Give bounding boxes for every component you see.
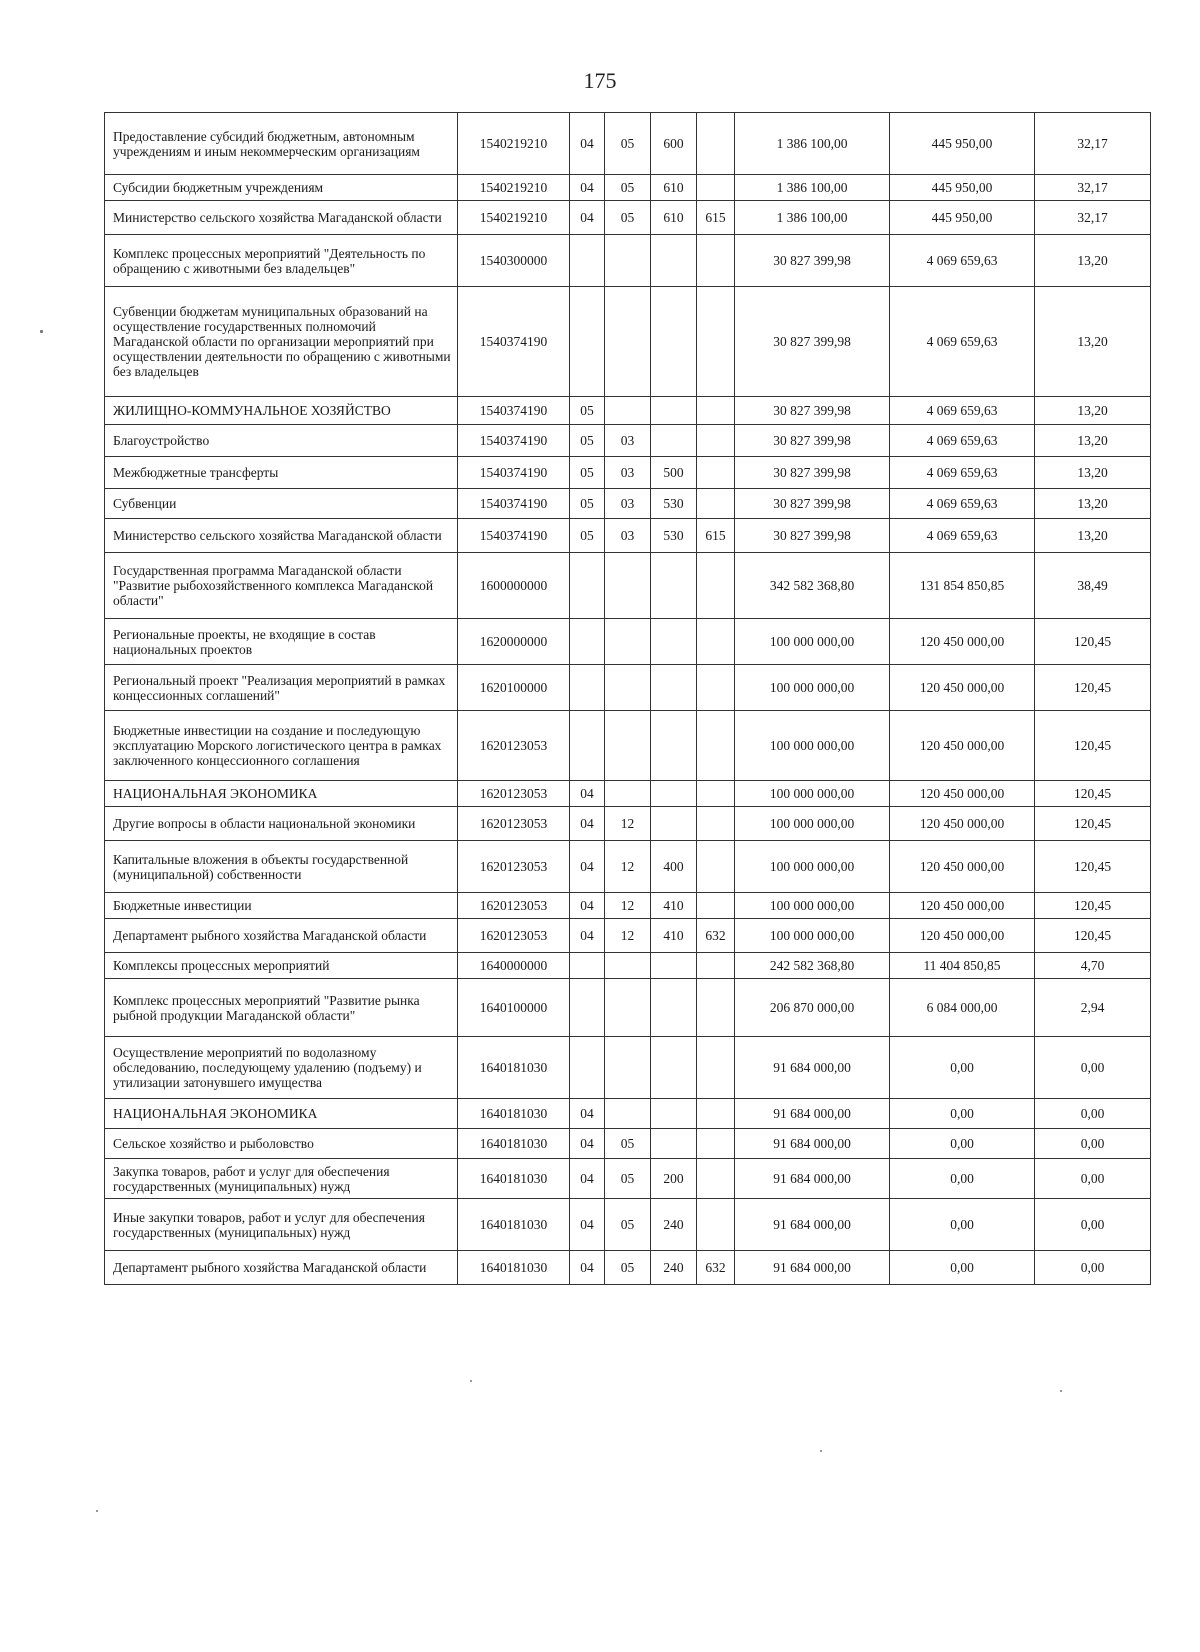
department-code-cell	[697, 711, 735, 781]
section-cell: 05	[570, 397, 605, 425]
department-code-cell	[697, 1159, 735, 1199]
target-code-cell: 1620123053	[458, 711, 570, 781]
planned-amount-cell: 30 827 399,98	[735, 235, 890, 287]
target-code-cell: 1640181030	[458, 1251, 570, 1285]
section-cell: 04	[570, 1099, 605, 1129]
row-name-cell: НАЦИОНАЛЬНАЯ ЭКОНОМИКА	[105, 781, 458, 807]
expense-type-cell	[651, 711, 697, 781]
expense-type-cell: 200	[651, 1159, 697, 1199]
planned-amount-cell: 30 827 399,98	[735, 519, 890, 553]
planned-amount-cell: 30 827 399,98	[735, 425, 890, 457]
executed-amount-cell: 4 069 659,63	[890, 457, 1035, 489]
department-code-cell	[697, 1037, 735, 1099]
table-row	[105, 1159, 1151, 1199]
department-code-cell: 632	[697, 1251, 735, 1285]
planned-amount-cell: 100 000 000,00	[735, 893, 890, 919]
planned-amount-cell: 1 386 100,00	[735, 201, 890, 235]
table-row	[105, 953, 1151, 979]
subsection-cell: 03	[605, 519, 651, 553]
target-code-cell: 1540374190	[458, 287, 570, 397]
target-code-cell: 1540374190	[458, 489, 570, 519]
department-code-cell: 615	[697, 201, 735, 235]
planned-amount-cell: 30 827 399,98	[735, 287, 890, 397]
executed-amount-cell: 445 950,00	[890, 175, 1035, 201]
table-row	[105, 175, 1151, 201]
department-code-cell	[697, 113, 735, 175]
target-code-cell: 1540219210	[458, 175, 570, 201]
subsection-cell: 05	[605, 113, 651, 175]
expense-type-cell	[651, 665, 697, 711]
table-row	[105, 1129, 1151, 1159]
target-code-cell: 1620123053	[458, 919, 570, 953]
department-code-cell	[697, 619, 735, 665]
section-cell: 04	[570, 841, 605, 893]
section-cell	[570, 665, 605, 711]
executed-amount-cell: 120 450 000,00	[890, 893, 1035, 919]
section-cell: 04	[570, 1251, 605, 1285]
row-name-cell: Департамент рыбного хозяйства Магаданской области	[105, 919, 458, 953]
section-cell: 04	[570, 201, 605, 235]
department-code-cell	[697, 781, 735, 807]
executed-amount-cell: 120 450 000,00	[890, 619, 1035, 665]
scan-speck	[40, 330, 43, 333]
department-code-cell	[697, 425, 735, 457]
executed-amount-cell: 0,00	[890, 1199, 1035, 1251]
table-row	[105, 979, 1151, 1037]
execution-percent-cell: 0,00	[1035, 1251, 1151, 1285]
execution-percent-cell: 2,94	[1035, 979, 1151, 1037]
table-row	[105, 457, 1151, 489]
target-code-cell: 1540219210	[458, 201, 570, 235]
planned-amount-cell: 91 684 000,00	[735, 1037, 890, 1099]
expense-type-cell	[651, 807, 697, 841]
executed-amount-cell: 6 084 000,00	[890, 979, 1035, 1037]
execution-percent-cell: 32,17	[1035, 113, 1151, 175]
executed-amount-cell: 4 069 659,63	[890, 519, 1035, 553]
execution-percent-cell: 32,17	[1035, 175, 1151, 201]
section-cell: 04	[570, 1129, 605, 1159]
execution-percent-cell: 120,45	[1035, 919, 1151, 953]
page-number: 175	[583, 68, 617, 93]
planned-amount-cell: 100 000 000,00	[735, 919, 890, 953]
execution-percent-cell: 0,00	[1035, 1199, 1151, 1251]
section-cell: 04	[570, 807, 605, 841]
row-name-cell: Закупка товаров, работ и услуг для обеспечения государственных (муниципальных) нужд	[105, 1159, 458, 1199]
subsection-cell: 05	[605, 1159, 651, 1199]
subsection-cell: 12	[605, 893, 651, 919]
subsection-cell	[605, 1037, 651, 1099]
row-name-cell: Субвенции	[105, 489, 458, 519]
section-cell	[570, 619, 605, 665]
table-row	[105, 841, 1151, 893]
target-code-cell: 1620000000	[458, 619, 570, 665]
executed-amount-cell: 131 854 850,85	[890, 553, 1035, 619]
target-code-cell: 1600000000	[458, 553, 570, 619]
department-code-cell	[697, 1129, 735, 1159]
execution-percent-cell: 120,45	[1035, 711, 1151, 781]
section-cell: 04	[570, 175, 605, 201]
planned-amount-cell: 91 684 000,00	[735, 1251, 890, 1285]
target-code-cell: 1540374190	[458, 519, 570, 553]
target-code-cell: 1540219210	[458, 113, 570, 175]
table-row	[105, 1037, 1151, 1099]
expense-type-cell	[651, 781, 697, 807]
target-code-cell: 1540300000	[458, 235, 570, 287]
row-name-cell: Региональные проекты, не входящие в состав национальных проектов	[105, 619, 458, 665]
execution-percent-cell: 0,00	[1035, 1129, 1151, 1159]
department-code-cell	[697, 665, 735, 711]
target-code-cell: 1620100000	[458, 665, 570, 711]
section-cell	[570, 953, 605, 979]
budget-execution-table	[104, 112, 1151, 1285]
row-name-cell: Бюджетные инвестиции	[105, 893, 458, 919]
department-code-cell	[697, 807, 735, 841]
row-name-cell: Министерство сельского хозяйства Магаданской области	[105, 201, 458, 235]
section-cell: 04	[570, 1199, 605, 1251]
target-code-cell: 1640181030	[458, 1199, 570, 1251]
subsection-cell: 12	[605, 807, 651, 841]
scan-speck	[820, 1450, 822, 1452]
target-code-cell: 1540374190	[458, 457, 570, 489]
executed-amount-cell: 445 950,00	[890, 113, 1035, 175]
row-name-cell: ЖИЛИЩНО-КОММУНАЛЬНОЕ ХОЗЯЙСТВО	[105, 397, 458, 425]
execution-percent-cell: 120,45	[1035, 807, 1151, 841]
planned-amount-cell: 91 684 000,00	[735, 1159, 890, 1199]
table-row	[105, 553, 1151, 619]
subsection-cell: 12	[605, 919, 651, 953]
expense-type-cell	[651, 425, 697, 457]
table-row	[105, 781, 1151, 807]
scan-speck	[96, 1510, 98, 1512]
row-name-cell: НАЦИОНАЛЬНАЯ ЭКОНОМИКА	[105, 1099, 458, 1129]
target-code-cell: 1640100000	[458, 979, 570, 1037]
row-name-cell: Департамент рыбного хозяйства Магаданской области	[105, 1251, 458, 1285]
planned-amount-cell: 100 000 000,00	[735, 807, 890, 841]
execution-percent-cell: 13,20	[1035, 235, 1151, 287]
execution-percent-cell: 0,00	[1035, 1159, 1151, 1199]
expense-type-cell: 530	[651, 519, 697, 553]
subsection-cell	[605, 979, 651, 1037]
executed-amount-cell: 120 450 000,00	[890, 665, 1035, 711]
table-row	[105, 893, 1151, 919]
department-code-cell	[697, 397, 735, 425]
executed-amount-cell: 120 450 000,00	[890, 919, 1035, 953]
scan-speck	[1060, 1390, 1062, 1392]
execution-percent-cell: 120,45	[1035, 781, 1151, 807]
department-code-cell	[697, 953, 735, 979]
execution-percent-cell: 38,49	[1035, 553, 1151, 619]
subsection-cell: 05	[605, 201, 651, 235]
executed-amount-cell: 0,00	[890, 1251, 1035, 1285]
section-cell: 04	[570, 893, 605, 919]
section-cell	[570, 711, 605, 781]
target-code-cell: 1640181030	[458, 1037, 570, 1099]
subsection-cell	[605, 1099, 651, 1129]
table-row	[105, 235, 1151, 287]
execution-percent-cell: 120,45	[1035, 665, 1151, 711]
subsection-cell: 05	[605, 1251, 651, 1285]
subsection-cell: 05	[605, 1199, 651, 1251]
expense-type-cell: 240	[651, 1199, 697, 1251]
execution-percent-cell: 0,00	[1035, 1099, 1151, 1129]
planned-amount-cell: 91 684 000,00	[735, 1199, 890, 1251]
subsection-cell: 03	[605, 489, 651, 519]
expense-type-cell	[651, 287, 697, 397]
department-code-cell	[697, 553, 735, 619]
expense-type-cell	[651, 1129, 697, 1159]
target-code-cell: 1540374190	[458, 425, 570, 457]
target-code-cell: 1620123053	[458, 807, 570, 841]
executed-amount-cell: 0,00	[890, 1037, 1035, 1099]
department-code-cell	[697, 235, 735, 287]
table-body	[105, 113, 1151, 1285]
subsection-cell: 03	[605, 457, 651, 489]
row-name-cell: Комплексы процессных мероприятий	[105, 953, 458, 979]
row-name-cell: Благоустройство	[105, 425, 458, 457]
table-row	[105, 113, 1151, 175]
section-cell	[570, 287, 605, 397]
section-cell	[570, 1037, 605, 1099]
section-cell: 05	[570, 489, 605, 519]
execution-percent-cell: 13,20	[1035, 425, 1151, 457]
table-row	[105, 397, 1151, 425]
planned-amount-cell: 100 000 000,00	[735, 781, 890, 807]
table-row	[105, 201, 1151, 235]
planned-amount-cell: 1 386 100,00	[735, 113, 890, 175]
section-cell: 05	[570, 425, 605, 457]
table-row	[105, 1199, 1151, 1251]
table-row	[105, 425, 1151, 457]
table-row	[105, 489, 1151, 519]
planned-amount-cell: 30 827 399,98	[735, 457, 890, 489]
subsection-cell	[605, 287, 651, 397]
subsection-cell	[605, 235, 651, 287]
row-name-cell: Комплекс процессных мероприятий "Деятельность по обращению с животными без владельцев"	[105, 235, 458, 287]
section-cell: 04	[570, 781, 605, 807]
planned-amount-cell: 1 386 100,00	[735, 175, 890, 201]
row-name-cell: Сельское хозяйство и рыболовство	[105, 1129, 458, 1159]
row-name-cell: Осуществление мероприятий по водолазному обследованию, последующему удалению (подъему) и утилизации затонувшего имущества	[105, 1037, 458, 1099]
expense-type-cell	[651, 1099, 697, 1129]
planned-amount-cell: 100 000 000,00	[735, 841, 890, 893]
expense-type-cell	[651, 235, 697, 287]
execution-percent-cell: 4,70	[1035, 953, 1151, 979]
expense-type-cell	[651, 1037, 697, 1099]
target-code-cell: 1540374190	[458, 397, 570, 425]
scan-speck	[470, 1380, 472, 1382]
executed-amount-cell: 0,00	[890, 1159, 1035, 1199]
expense-type-cell: 530	[651, 489, 697, 519]
subsection-cell: 05	[605, 175, 651, 201]
expense-type-cell	[651, 397, 697, 425]
section-cell: 04	[570, 1159, 605, 1199]
department-code-cell	[697, 1099, 735, 1129]
table-row	[105, 1251, 1151, 1285]
execution-percent-cell: 120,45	[1035, 841, 1151, 893]
department-code-cell	[697, 489, 735, 519]
row-name-cell: Государственная программа Магаданской области "Развитие рыбохозяйственного комплекса Магаданской области"	[105, 553, 458, 619]
expense-type-cell: 500	[651, 457, 697, 489]
table-row	[105, 711, 1151, 781]
expense-type-cell	[651, 553, 697, 619]
execution-percent-cell: 120,45	[1035, 893, 1151, 919]
executed-amount-cell: 4 069 659,63	[890, 235, 1035, 287]
table-row	[105, 1099, 1151, 1129]
expense-type-cell	[651, 953, 697, 979]
planned-amount-cell: 100 000 000,00	[735, 665, 890, 711]
execution-percent-cell: 13,20	[1035, 489, 1151, 519]
executed-amount-cell: 4 069 659,63	[890, 425, 1035, 457]
planned-amount-cell: 342 582 368,80	[735, 553, 890, 619]
row-name-cell: Министерство сельского хозяйства Магаданской области	[105, 519, 458, 553]
department-code-cell	[697, 841, 735, 893]
planned-amount-cell: 30 827 399,98	[735, 397, 890, 425]
table-row	[105, 807, 1151, 841]
expense-type-cell	[651, 619, 697, 665]
section-cell	[570, 235, 605, 287]
expense-type-cell: 610	[651, 201, 697, 235]
executed-amount-cell: 120 450 000,00	[890, 781, 1035, 807]
subsection-cell: 05	[605, 1129, 651, 1159]
section-cell	[570, 553, 605, 619]
row-name-cell: Субвенции бюджетам муниципальных образований на осуществление государственных полномочий Магаданской области по организации мероприятий при осуществлении деятельности по обращению с животными без владельцев	[105, 287, 458, 397]
target-code-cell: 1620123053	[458, 841, 570, 893]
expense-type-cell: 410	[651, 919, 697, 953]
target-code-cell: 1640181030	[458, 1099, 570, 1129]
expense-type-cell	[651, 979, 697, 1037]
table-row	[105, 619, 1151, 665]
subsection-cell	[605, 619, 651, 665]
row-name-cell: Другие вопросы в области национальной экономики	[105, 807, 458, 841]
planned-amount-cell: 100 000 000,00	[735, 711, 890, 781]
row-name-cell: Иные закупки товаров, работ и услуг для обеспечения государственных (муниципальных) нужд	[105, 1199, 458, 1251]
planned-amount-cell: 30 827 399,98	[735, 489, 890, 519]
department-code-cell	[697, 287, 735, 397]
expense-type-cell: 610	[651, 175, 697, 201]
department-code-cell	[697, 175, 735, 201]
subsection-cell	[605, 665, 651, 711]
subsection-cell	[605, 397, 651, 425]
execution-percent-cell: 120,45	[1035, 619, 1151, 665]
row-name-cell: Межбюджетные трансферты	[105, 457, 458, 489]
planned-amount-cell: 100 000 000,00	[735, 619, 890, 665]
executed-amount-cell: 4 069 659,63	[890, 397, 1035, 425]
target-code-cell: 1640181030	[458, 1159, 570, 1199]
planned-amount-cell: 91 684 000,00	[735, 1099, 890, 1129]
section-cell: 05	[570, 519, 605, 553]
table-row	[105, 919, 1151, 953]
department-code-cell	[697, 979, 735, 1037]
row-name-cell: Капитальные вложения в объекты государственной (муниципальной) собственности	[105, 841, 458, 893]
target-code-cell: 1620123053	[458, 893, 570, 919]
row-name-cell: Субсидии бюджетным учреждениям	[105, 175, 458, 201]
executed-amount-cell: 445 950,00	[890, 201, 1035, 235]
row-name-cell: Предоставление субсидий бюджетным, автономным учреждениям и иным некоммерческим организациям	[105, 113, 458, 175]
execution-percent-cell: 0,00	[1035, 1037, 1151, 1099]
target-code-cell: 1640181030	[458, 1129, 570, 1159]
executed-amount-cell: 11 404 850,85	[890, 953, 1035, 979]
subsection-cell	[605, 953, 651, 979]
department-code-cell	[697, 457, 735, 489]
expense-type-cell: 410	[651, 893, 697, 919]
execution-percent-cell: 13,20	[1035, 287, 1151, 397]
expense-type-cell: 600	[651, 113, 697, 175]
execution-percent-cell: 13,20	[1035, 397, 1151, 425]
section-cell: 04	[570, 919, 605, 953]
target-code-cell: 1640000000	[458, 953, 570, 979]
subsection-cell	[605, 553, 651, 619]
table-row	[105, 519, 1151, 553]
executed-amount-cell: 120 450 000,00	[890, 841, 1035, 893]
section-cell	[570, 979, 605, 1037]
execution-percent-cell: 13,20	[1035, 519, 1151, 553]
row-name-cell: Комплекс процессных мероприятий "Развитие рынка рыбной продукции Магаданской области"	[105, 979, 458, 1037]
table-row	[105, 665, 1151, 711]
executed-amount-cell: 0,00	[890, 1129, 1035, 1159]
department-code-cell	[697, 1199, 735, 1251]
subsection-cell	[605, 711, 651, 781]
expense-type-cell: 400	[651, 841, 697, 893]
executed-amount-cell: 4 069 659,63	[890, 287, 1035, 397]
section-cell: 04	[570, 113, 605, 175]
department-code-cell	[697, 893, 735, 919]
department-code-cell: 632	[697, 919, 735, 953]
department-code-cell: 615	[697, 519, 735, 553]
planned-amount-cell: 91 684 000,00	[735, 1129, 890, 1159]
execution-percent-cell: 13,20	[1035, 457, 1151, 489]
target-code-cell: 1620123053	[458, 781, 570, 807]
executed-amount-cell: 0,00	[890, 1099, 1035, 1129]
planned-amount-cell: 242 582 368,80	[735, 953, 890, 979]
row-name-cell: Региональный проект "Реализация мероприятий в рамках концессионных соглашений"	[105, 665, 458, 711]
subsection-cell: 03	[605, 425, 651, 457]
subsection-cell: 12	[605, 841, 651, 893]
section-cell: 05	[570, 457, 605, 489]
subsection-cell	[605, 781, 651, 807]
expense-type-cell: 240	[651, 1251, 697, 1285]
executed-amount-cell: 120 450 000,00	[890, 711, 1035, 781]
planned-amount-cell: 206 870 000,00	[735, 979, 890, 1037]
executed-amount-cell: 4 069 659,63	[890, 489, 1035, 519]
execution-percent-cell: 32,17	[1035, 201, 1151, 235]
row-name-cell: Бюджетные инвестиции на создание и последующую эксплуатацию Морского логистического центра в рамках заключенного концессионного соглашения	[105, 711, 458, 781]
table-row	[105, 287, 1151, 397]
executed-amount-cell: 120 450 000,00	[890, 807, 1035, 841]
